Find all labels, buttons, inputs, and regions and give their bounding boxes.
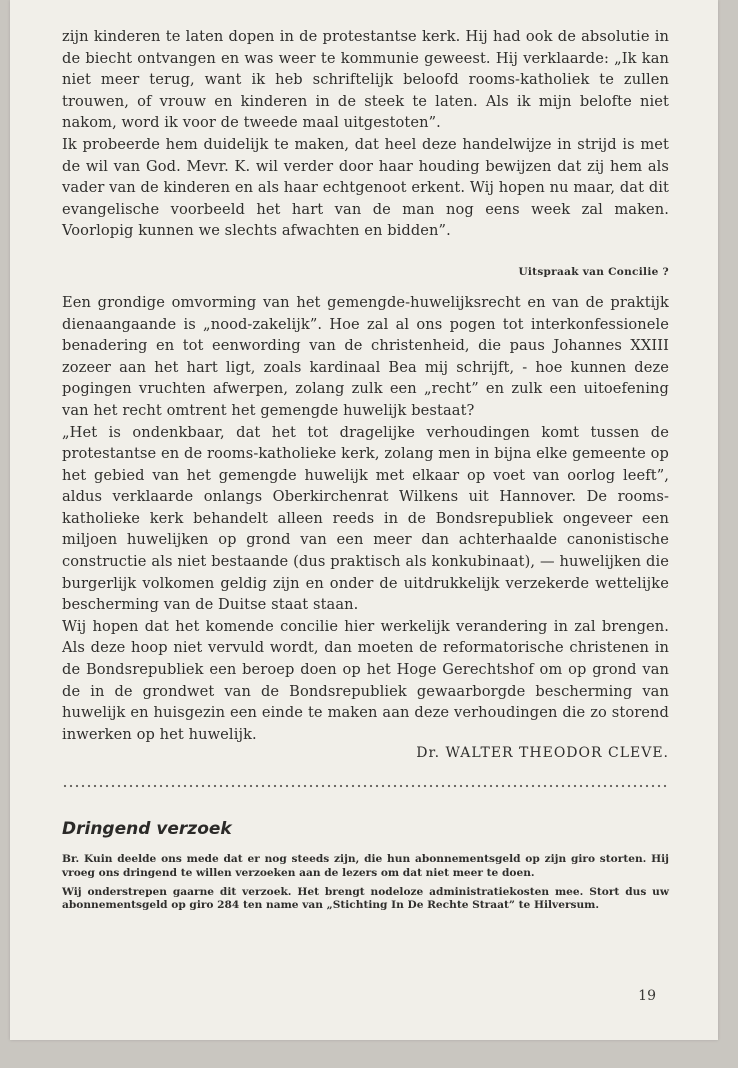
article-section xyxy=(62,292,669,745)
text-column xyxy=(62,26,669,918)
page-number: 19 xyxy=(638,988,656,1004)
section-subheading: Uitspraak van Concilie ? xyxy=(518,265,669,278)
paragraph: Ik probeerde hem duidelijk te maken, dat heel deze handelwijze in strijd is met de wil van God. Mevr. K. wil verder door haar houding bewijzen dat zij hem als vader van de kinderen en als haar echtgenoot erkent. Wij hopen nu maar, dat dit evangelische voorbeeld het hart van de man nog eens week zal maken. Voorlopig kunnen we slechts afwachten en bidden”. xyxy=(62,135,669,240)
notice-paragraph: Br. Kuin deelde ons mede dat er nog steeds zijn, die hun abonnementsgeld op zijn giro storten. Hij vroeg ons dringend te willen verzoeken aan de lezers om dat niet meer te doen. xyxy=(62,853,669,879)
paragraph: „Het is ondenkbaar, dat het tot dragelijke verhoudingen komt tussen de protestantse en de rooms-katholieke kerk, zolang men in bijna elke gemeente op het gebied van het gemengde huwelijk met elkaar op voet van oorlog leeft”, aldus verklaarde onlangs Oberkirchenrat Wilkens uit Hannover. De rooms-katholieke kerk behandelt alleen reeds in de Bondsrepubliek ongeveer een miljoen huwelijken op grond van een meer dan achterhaalde canonistische constructie als niet bestaande (dus praktisch als konkubinaat), — huwelijken die burgerlijk volkomen geldig zijn en onder de uitdrukkelijk verzekerde wettelijke bescherming van de Duitse staat staan. xyxy=(62,423,669,614)
paragraph: Wij hopen dat het komende concilie hier werkelijk verandering in zal brengen. Als deze hoop niet vervuld wordt, dan moeten de reformatorische christenen in de Bondsrepubliek een beroep doen op het Hoge Gerechtshof om op grond van de in de grondwet van de Bondsrepubliek gewaarborgde bescherming van huwelijk en huisgezin een einde te maken aan deze verhoudingen die zo storend inwerken op het huwelijk. xyxy=(62,617,669,743)
paragraph: Een grondige omvorming van het gemengde-huwelijksrecht en van de praktijk dienaangaande is „nood-zakelijk”. Hoe zal al ons pogen tot interkonfessionele benadering en tot eenwording van de christenheid, die paus Johannes XXIII zozeer aan het hart ligt, zoals kardinaal Bea mij schrijft, - hoe kunnen deze pogingen vruchten afwerpen, zolang zulk een „recht” en zulk een uitoefening van het recht omtrent het gemengde huwelijk bestaat? xyxy=(62,293,669,419)
notice-body xyxy=(62,853,669,912)
notice-paragraph: Wij onderstrepen gaarne dit verzoek. Het brengt nodeloze administratiekosten mee. Stort dus uw abonnementsgeld op giro 284 ten name van „Stichting In De Rechte Straat” te Hilversum. xyxy=(62,885,669,912)
document-page xyxy=(10,0,718,1040)
paragraph: zijn kinderen te laten dopen in de protestantse kerk. Hij had ook de absolutie in de biecht ontvangen en was weer te kommunie geweest. Hij verklaarde: „Ik kan niet meer terug, want ik heb schriftelijk beloofd rooms-katholiek te zullen trouwen, of vrouw en kinderen in de steek te laten. Als ik mijn belofte niet nakom, word ik voor de tweede maal uitgestoten”. xyxy=(62,28,669,132)
dotted-divider xyxy=(62,783,669,789)
author-signature: Dr. WALTER THEODOR CLEVE. xyxy=(416,745,669,762)
notice-title: Dringend verzoek xyxy=(62,819,232,840)
article-continuation xyxy=(62,26,669,242)
